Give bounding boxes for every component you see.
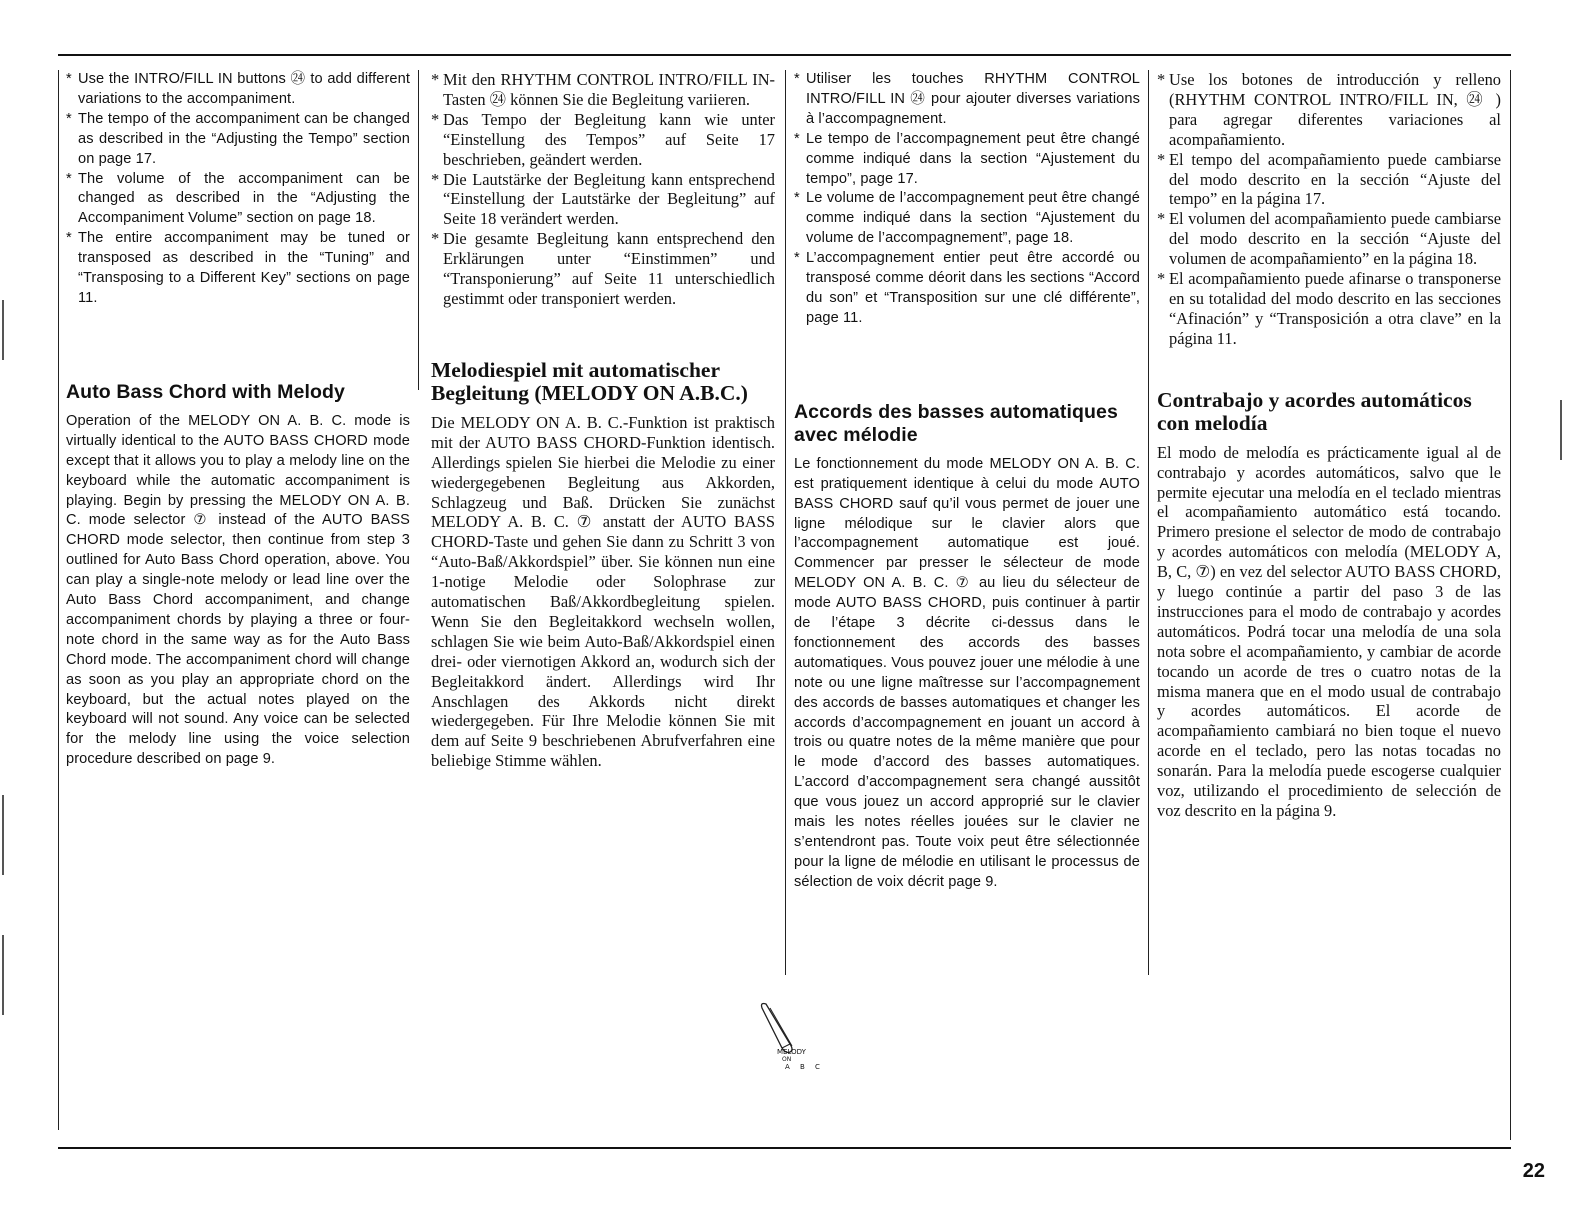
column-divider-right [1510,70,1511,1140]
switch-label-on: ON [782,1056,792,1063]
section-heading: Melodiespiel mit automatischer Begleitung (MELODY ON A.B.C.) [431,357,748,405]
bullet-item: * Use the INTRO/FILL IN buttons ㉔ to add different variations to the accompaniment. [66,71,410,107]
bullet-item: * Le tempo de l’accompagnement peut être changé comme indiqué dans la section “Ajustement du tempo”, page 17. [794,130,1140,187]
column-divider-3 [1148,70,1149,975]
section-body: Operation of the MELODY ON A. B. C. mode is virtually identical to the AUTO BASS CHORD mode except that it allows you to play a melody line on the keyboard while the automatic accompaniment is playing. Begin by pressing the MELODY ON A. B. C. mode selector ⑦ instead of the AUTO BASS CHORD mode selector, then continue from step 3 outlined for Auto Bass Chord operation, above. You can play a single-note melody or lead line over the Auto Bass Chord accompaniment, and change accompaniment chords by playing a three or four-note chord in the same way as for the Auto Bass Chord mode. The accompaniment chord will change as soon as you play an appropriate chord on the keyboard, but the actual notes played on the keyboard will not sound. Any voice can be selected for the melody line using the voice selection procedure described on page 9. [66,412,410,768]
bullet-item: * Die gesamte Begleitung kann entsprechend den Erklärungen unter “Einstimmen” und “Transponierung” auf Seite 11 unterschiedlich gestimmt oder transponiert werden. [431,229,775,308]
binding-mark [2,300,4,360]
section-body: El modo de melodía es prácticamente igual al de contrabajo y acordes automáticos, salvo que le permite ejecutar una melodía en el teclado mientras el acompañamiento automático está tocando. Primero presione el selector de modo de contrabajo y acordes automáticos con melodía (MELODY A, B, C, ⑦) en vez del selector AUTO BASS CHORD, y luego continúe a partir del paso 3 de las instrucciones para el modo de contrabajo y acordes automáticos. Podrá tocar una melodía de una sola nota sobre el acompañamiento, y cambiar de acorde tocando un acorde de tres o cuatro notas de la misma manera que en el modo usual de contrabajo y acordes automáticos. El acorde de acompañamiento cambiará no bien toque el nuevo acorde en el teclado, pero las notas tocadas no sonarán. Para la melodía puede escogerse cualquier voz, utilizando el procedimiento de selección de voz descrito en la página 9. [1157,442,1501,820]
bullet-item: * L’accompagnement entier peut être accordé ou transposé comme déorit dans les sections “Accord du son” et “Transposition sur une clé différente”, page 11. [794,250,1140,326]
bullet-item: * The tempo of the accompaniment can be changed as described in the “Adjusting the Tempo” section on page 17. [66,110,410,167]
bullet-item: * El acompañamiento puede afinarse o transponerse en su totalidad del modo descrito en las secciones “Afinación” y “Transposición a otra clave” en la página 11. [1157,269,1501,348]
bullet-item: * Das Tempo der Begleitung kann wie unter “Einstellung des Tempos” auf Seite 17 beschrieben, geändert werden. [431,109,775,169]
column-divider-1 [418,70,419,390]
column-english [66,70,410,770]
switch-label-abc: A B C [785,1063,824,1071]
bullet-item: * El volumen del acompañamiento puede cambiarse del modo descrito en la sección “Ajuste del volumen de acompañamiento” en la página 18. [1157,209,1501,269]
switch-label-melody: MELODY [777,1048,806,1056]
column-divider-2 [785,70,786,975]
column-french [794,70,1140,893]
bullet-item: * El tempo del acompañamiento puede cambiarse del modo descrito en la sección “Ajuste del tempo” en la página 17. [1157,149,1501,209]
bullet-item: * The entire accompaniment may be tuned or transposed as described in the “Tuning” and “Transposing to a Different Key” sections on page 11. [66,230,410,306]
section-body: Le fonctionnement du mode MELODY ON A. B. C. est pratiquement identique à celui du mode AUTO BASS CHORD sauf qu’il vous permet de jouer une ligne mélodique sur le clavier alors que l’accompagnement automatique est joué. Commencer par presser le sélecteur de mode MELODY ON A. B. C. ⑦ au lieu du sélecteur de mode AUTO BASS CHORD, puis continuer à partir de l’étape 3 décrite ci-dessus dans le fonctionnement des accords des basses automatiques. Vous pouvez jouer une mélodie à une note ou une ligne maîtresse sur l’accompagnement des accords de basses automatiques et changer les accords d’accompagnement en jouant un accord à trois ou quatre notes de la même manière que pour le mode d’accord des basses automatiques. L’accord d’accompagnement sera changé aussitôt que vous jouez un accord approprié sur le clavier mais les notes réelles jouées sur le clavier ne s’entendront pas. Toute voix peut être sélectionnée pour la ligne de mélodie en utilisant le processus de sélection de voix décrit page 9. [794,455,1140,890]
column-divider-left [58,70,59,1130]
bottom-rule [58,1147,1511,1149]
binding-mark [1560,400,1562,460]
top-rule [58,54,1511,56]
melody-switch-illustration [760,1000,840,1080]
column-spanish [1157,70,1501,821]
binding-mark [2,795,4,875]
binding-mark [2,935,4,1015]
column-german [431,70,775,771]
section-heading: Auto Bass Chord with Melody [66,380,345,403]
page-number: 22 [1522,1160,1545,1182]
section-body: Die MELODY ON A. B. C.-Funktion ist praktisch mit der AUTO BASS CHORD-Funktion identisch. Allerdings spielen Sie hierbei die Melodie zu einer wiedergegebenen Begleitung aus Akkorden, Schlagzeug und Baß. Drücken Sie zunächst MELODY A. B. C. ⑦ anstatt der AUTO BASS CHORD-Taste und gehen Sie dann zu Schritt 3 von “Auto-Baß/Akkordspiel” über. Sie können nun eine 1-notige Melodie oder Solophrase zur automatischen Baß/Akkordbegleitung spielen. Wenn Sie den Begleitakkord wechseln wollen, schlagen Sie wie beim Auto-Baß/Akkordspiel einen drei- oder viernotigen Akkord an, wodurch sich der Begleitakkord ändert. Allerdings wird Ihr Anschlagen des Akkords nicht direkt wiedergegeben. Für Ihre Melodie können Sie mit dem auf Seite 9 beschriebenen Abrufverfahren eine beliebige Stimme wählen. [431,412,775,771]
bullet-item: * Die Lautstärke der Begleitung kann entsprechend “Einstellung der Lautstärke der Begleitung” auf Seite 18 verändert werden. [431,169,775,229]
bullet-item: * Utiliser les touches RHYTHM CONTROL INTRO/FILL IN ㉔ pour ajouter diverses variations à l’accompagnement. [794,71,1140,127]
section-heading: Accords des basses automatiques avec mélodie [794,400,1118,446]
bullet-item: * Use los botones de introducción y relleno (RHYTHM CONTROL INTRO/FILL IN, ㉔ ) para agregar diferentes variaciones al acompañamiento. [1157,70,1501,149]
bullet-item: * Mit den RHYTHM CONTROL INTRO/FILL IN-Tasten ㉔ können Sie die Begleitung variieren. [431,70,775,109]
bullet-item: * Le volume de l’accompagnement peut être changé comme indiqué dans la section “Ajustement du volume de l’accompagnement”, page 18. [794,190,1140,247]
bullet-item: * The volume of the accompaniment can be changed as described in the “Adjusting the Accompaniment Volume” section on page 18. [66,170,410,227]
section-heading: Contrabajo y acordes automáticos con melodía [1157,387,1472,435]
